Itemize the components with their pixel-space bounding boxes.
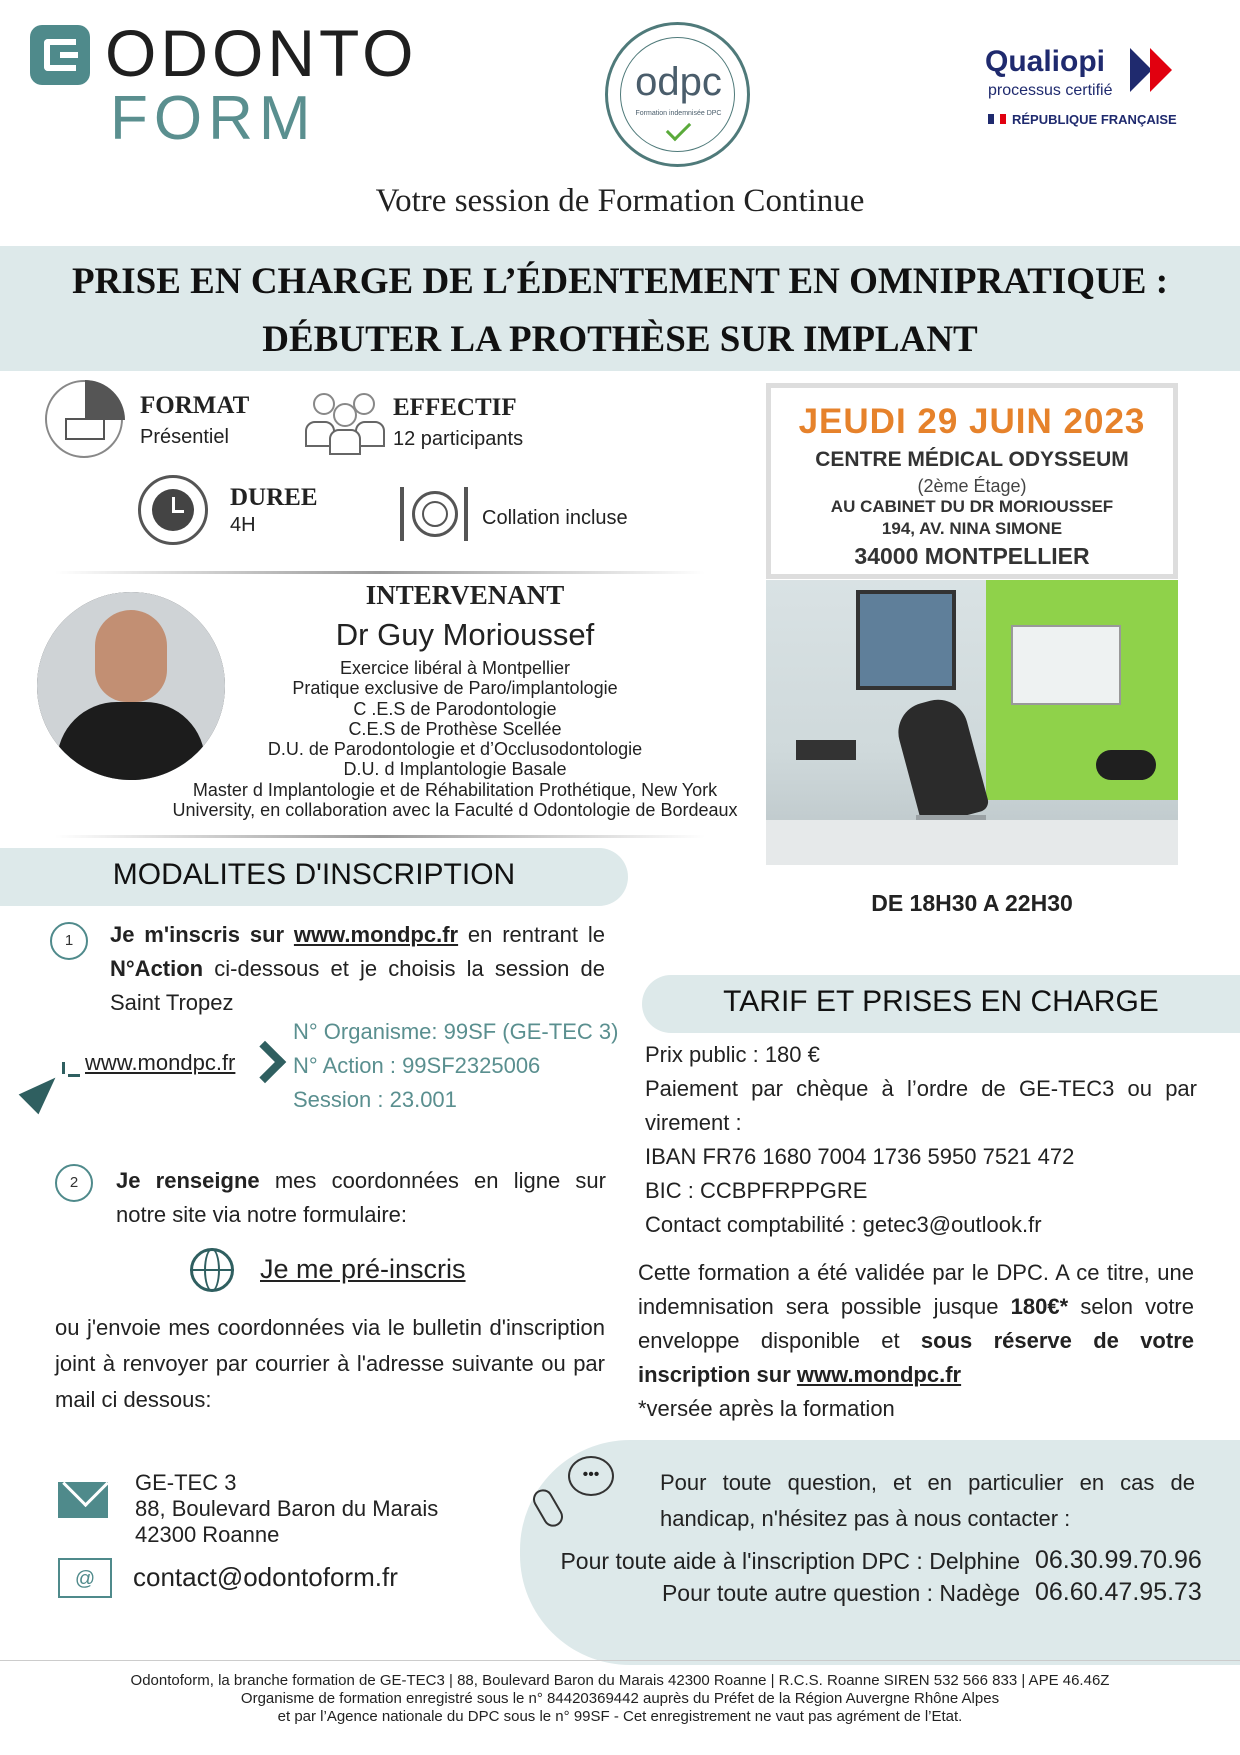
clinic-photo [766,580,1178,865]
bio-line: Pratique exclusive de Paro/implantologie [292,678,618,699]
format-icon [45,380,123,458]
format-value: Présentiel [140,426,229,448]
odpc-sub: Formation indemnisée DPC [635,110,722,117]
step1-rest2: ci-dessous et je choisis la session de Saint Tropez [110,956,605,1015]
footer-line2: Organisme de formation enregistré sous le n° 84420369442 auprès du Préfet de la Région Auvergne Rhône Alpes [240,1690,1000,1707]
action-number: N° Action : 99SF2325006 [293,1053,541,1078]
event-venue: CENTRE MÉDICAL ODYSSEUM [815,448,1129,471]
divider-bottom [55,835,705,838]
cursor-click-icon [28,1062,78,1112]
event-street: 194, AV. NINA SIMONE [881,519,1063,538]
footer-divider [0,1660,1240,1661]
qualiopi-arrow-blue-icon [1130,48,1152,92]
check-icon [666,116,691,141]
duree-value: 4H [230,514,256,536]
tarif-bic: BIC : CCBPFRPPGRE [645,1178,868,1203]
tarif-compta: Contact comptabilité : getec3@outlook.fr [645,1212,1042,1237]
mail-icon [58,1482,108,1518]
french-flag-icon [988,114,1006,124]
odontoform-logo-icon [30,25,90,85]
dpc-validation-text [638,1256,1194,1426]
tarif-paiement: Paiement par chèque à l’ordre de GE-TEC3 ou par virement : [645,1076,1197,1135]
qualiopi-title: Qualiopi [985,45,1105,78]
contact-dpc-phone[interactable]: 06.30.99.70.96 [1035,1546,1202,1574]
contact-email-link[interactable]: contact@odontoform.fr [133,1562,398,1592]
dpc-text-a: Cette formation a été validée par le DPC. A ce titre, une indemnisation sera possible jusque [638,1260,1194,1319]
session-number: Session : 23.001 [293,1087,457,1112]
mondpc-link[interactable]: www.mondpc.fr [293,922,459,947]
tarif-iban: IBAN FR76 1680 7004 1736 5950 7521 472 [645,1144,1075,1169]
contact-dpc-label: Pour toute aide à l'inscription DPC : Delphine [560,1548,1020,1574]
chevron-right-icon [244,1041,286,1083]
step2-bold: Je renseigne [116,1168,260,1193]
event-floor: (2ème Étage) [917,476,1027,496]
clock-icon [130,475,220,545]
tarif-prix: Prix public : 180 € [645,1042,820,1067]
tarif-block [645,1038,1197,1242]
event-hours: DE 18H30 A 22H30 [871,890,1073,916]
bulletin-text: ou j'envoie mes coordonnées via le bulletin d'inscription joint à renvoyer par courrier à l'adresse suivante ou par mail ci dessous: [55,1315,605,1412]
bio-line: University, en collaboration avec la Faculté d Odontologie de Bordeaux [172,800,738,821]
step2-badge: 2 [55,1164,93,1202]
bio-line: D.U. d Implantologie Basale [343,759,567,780]
odpc-inner-ring [620,37,735,152]
odpc-label: odpc [635,60,722,104]
postal-address [135,1470,438,1548]
contact-other-label: Pour toute autre question : Nadège [661,1580,1020,1606]
odpc-badge [605,22,750,167]
tarif-title: TARIF ET PRISES EN CHARGE [723,985,1159,1018]
effectif-icon [305,393,385,455]
mondpc-site-link[interactable]: www.mondpc.fr [85,1050,236,1075]
step1-text [110,918,605,1020]
step2-rest: mes coordonnées en ligne sur notre site via notre formulaire: [116,1168,606,1227]
duree-label: DUREE [230,484,318,511]
page-subtitle: Votre session de Formation Continue [375,183,865,219]
address-city: 42300 Roanne [135,1522,280,1547]
speaker-name: Dr Guy Morioussef [335,617,595,652]
speaker-bio [150,658,760,820]
effectif-value: 12 participants [393,428,524,450]
dpc-note: *versée après la formation [638,1396,895,1421]
footer-line1: Odontoform, la branche formation de GE-TEC3 | 88, Boulevard Baron du Marais 42300 Roanne | R.C.S. Roanne SIREN 532 566 833 | APE 46.46Z [130,1672,1110,1689]
email-at-icon: @ [58,1558,112,1598]
inscription-title: MODALITES D'INSCRIPTION [112,858,516,891]
format-label: FORMAT [140,392,250,419]
preinscription-link[interactable]: Je me pré-inscris [260,1254,466,1284]
event-date: JEUDI 29 JUIN 2023 [798,402,1146,441]
bio-line: Exercice libéral à Montpellier [339,658,571,678]
address-street: 88, Boulevard Baron du Marais [135,1496,439,1521]
speaker-heading: INTERVENANT [365,580,565,610]
dpc-mondpc-link[interactable]: www.mondpc.fr [796,1362,962,1387]
organisme-number: N° Organisme: 99SF (GE-TEC 3) [293,1019,619,1044]
bio-line: C.E.S de Prothèse Scellée [348,718,562,739]
republique-francaise: RÉPUBLIQUE FRANÇAISE [1012,112,1177,127]
event-city: 34000 MONTPELLIER [854,543,1090,569]
logo-form-text: FORM [110,84,317,153]
effectif-label: EFFECTIF [393,394,517,421]
qualiopi-arrow-red-icon [1150,48,1172,92]
step1-rest: en rentrant le [467,922,605,947]
bio-line: D.U. de Parodontologie et d’Occlusodontologie [267,739,643,760]
divider-top [55,571,705,574]
step1-bold: Je m'inscris sur [110,922,285,947]
qualiopi-sub: processus certifié [988,82,1113,99]
dpc-bold: sous réserve de votre inscription sur [638,1328,1194,1387]
dpc-amount: 180€* [1010,1294,1069,1319]
event-cabinet: AU CABINET DU DR MORIOUSSEF [830,497,1114,516]
step1-badge: 1 [50,922,88,960]
contact-intro: Pour toute question, et en particulier en cas de handicap, n'hésitez pas à nous contacter : [660,1470,1195,1531]
address-name: GE-TEC 3 [135,1470,237,1495]
footer-line3: et par l’Agence nationale du DPC sous le n° 99SF - Cet enregistrement ne vaut pas agrément de l’Etat. [277,1708,963,1725]
collation: Collation incluse [482,507,628,529]
step2-text [116,1164,606,1232]
dpc-text-b: selon votre enveloppe disponible et [638,1294,1194,1353]
plate-cutlery-icon [400,487,468,541]
contact-other-phone[interactable]: 06.60.47.95.73 [1035,1578,1202,1606]
bio-line: Master d Implantologie et de Réhabilitation Prothétique, New York [192,779,718,800]
globe-icon [190,1248,238,1296]
phone-chat-icon: ••• [530,1456,620,1536]
step1-bold2: N°Action [110,956,204,981]
event-date-box [766,383,1178,579]
bio-line: C .E.S de Parodontologie [353,698,557,719]
page-title-line2: DÉBUTER LA PROTHÈSE SUR IMPLANT [262,319,978,360]
logo-odonto-text: ODONTO [105,16,418,90]
page-title-line1: PRISE EN CHARGE DE L’ÉDENTEMENT EN OMNIPRATIQUE : [71,261,1169,302]
